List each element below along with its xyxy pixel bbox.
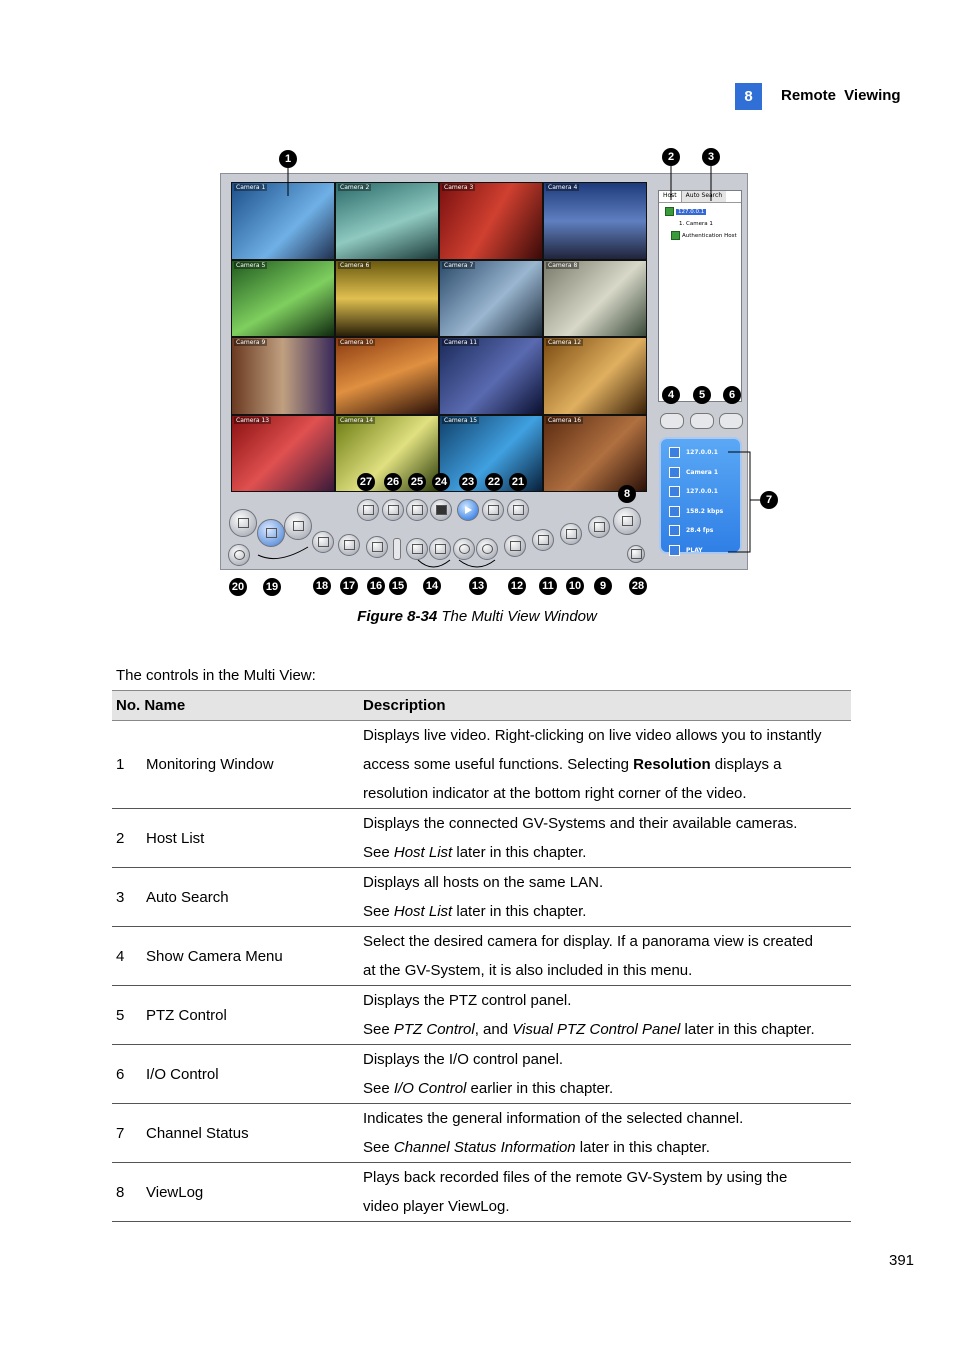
callout-4: 4: [662, 386, 680, 404]
table-row: [112, 1104, 851, 1163]
camera-node[interactable]: 1. Camera 1: [679, 221, 713, 227]
table-intro: The controls in the Multi View:: [116, 667, 316, 684]
callout-12: 12: [508, 577, 526, 595]
callout-20: 20: [229, 578, 247, 596]
row-description: Displays the connected GV-Systems and their available cameras. See Host List later in this chapter.: [359, 809, 851, 868]
figure-caption-label: Figure 8-34: [357, 608, 438, 625]
status-row: Camera 1: [661, 463, 740, 483]
callout-6: 6: [723, 386, 741, 404]
callout-17: 17: [340, 577, 358, 595]
row-description: Displays the PTZ control panel. See PTZ Control, and Visual PTZ Control Panel later in this chapter.: [359, 986, 851, 1045]
callout-7: 7: [760, 491, 778, 509]
callout-23: 23: [459, 473, 477, 491]
callout-14: 14: [423, 577, 441, 595]
table-row: [112, 986, 851, 1045]
camera-label: Camera 16: [548, 416, 582, 424]
callout-3: 3: [702, 148, 720, 166]
row-name: Auto Search: [146, 868, 359, 927]
chapter-number-badge: 8: [735, 83, 762, 110]
chapter-title: Remote Viewing: [781, 87, 901, 104]
callout-10: 10: [566, 577, 584, 595]
camera-label: Camera 11: [444, 339, 478, 346]
row-name: Channel Status: [146, 1104, 359, 1163]
callout-5: 5: [693, 386, 711, 404]
callout-22: 22: [485, 473, 503, 491]
callout-26: 26: [384, 473, 402, 491]
table-row: [112, 1163, 851, 1222]
row-name: I/O Control: [146, 1045, 359, 1104]
callout-8: 8: [618, 485, 636, 503]
camera-label: Camera 14: [340, 416, 374, 424]
callout-lines: [0, 0, 954, 620]
camera-label: Camera 2: [340, 184, 370, 191]
table-header-no-name: No. Name: [112, 691, 359, 721]
tab-auto-search[interactable]: Auto Search: [682, 191, 726, 202]
page-number: 391: [889, 1252, 915, 1269]
table-row: [112, 809, 851, 868]
status-row: PLAY: [661, 541, 740, 561]
row-number: 7: [112, 1104, 146, 1163]
row-number: 6: [112, 1045, 146, 1104]
row-number: 4: [112, 927, 146, 986]
camera-label: Camera 4: [548, 184, 578, 191]
host-ip[interactable]: 127.0.0.1: [678, 209, 705, 215]
row-number: 8: [112, 1163, 146, 1222]
status-row: 127.0.0.1: [661, 482, 740, 502]
callout-18: 18: [313, 577, 331, 595]
camera-label: Camera 5: [236, 261, 266, 269]
callout-16: 16: [367, 577, 385, 595]
controls-table: [112, 690, 851, 1222]
callout-11: 11: [539, 577, 557, 595]
row-description: Displays the I/O control panel. See I/O Control earlier in this chapter.: [359, 1045, 851, 1104]
table-header-description: Description: [359, 691, 851, 721]
row-description: Select the desired camera for display. If a panorama view is created at the GV-System, it is also included in this menu.: [359, 927, 851, 986]
callout-25: 25: [408, 473, 426, 491]
camera-label: Camera 9: [236, 339, 266, 346]
row-description: Indicates the general information of the selected channel. See Channel Status Information later in this chapter.: [359, 1104, 851, 1163]
row-name: ViewLog: [146, 1163, 359, 1222]
table-row: [112, 868, 851, 927]
status-row: 127.0.0.1: [661, 443, 740, 463]
camera-label: Camera 10: [340, 339, 374, 346]
row-description: Displays live video. Right-clicking on live video allows you to instantly access some useful functions. Selecting Resolution displays a resolution indicator at the bottom right corner of the video.: [359, 721, 851, 809]
camera-label: Camera 6: [340, 261, 370, 269]
table-row: [112, 1045, 851, 1104]
callout-15: 15: [389, 577, 407, 595]
row-name: Show Camera Menu: [146, 927, 359, 986]
callout-13: 13: [469, 577, 487, 595]
callout-2: 2: [662, 148, 680, 166]
table-row: [112, 721, 851, 809]
auth-host-node[interactable]: Authentication Host: [682, 233, 737, 239]
camera-label: Camera 8: [548, 261, 578, 269]
row-number: 1: [112, 721, 146, 809]
row-description: Plays back recorded files of the remote GV-System by using the video player ViewLog.: [359, 1163, 851, 1222]
row-name: Host List: [146, 809, 359, 868]
figure-caption: [0, 608, 954, 625]
callout-1: 1: [279, 150, 297, 168]
row-number: 5: [112, 986, 146, 1045]
figure-caption-text: The Multi View Window: [437, 608, 597, 625]
camera-label: Camera 1: [236, 184, 266, 191]
status-row: 28.4 fps: [661, 521, 740, 541]
status-row: 158.2 kbps: [661, 502, 740, 522]
callout-27: 27: [357, 473, 375, 491]
camera-label: Camera 3: [444, 184, 474, 191]
callout-24: 24: [432, 473, 450, 491]
callout-19: 19: [263, 578, 281, 596]
row-number: 3: [112, 868, 146, 927]
row-number: 2: [112, 809, 146, 868]
camera-label: Camera 15: [444, 416, 478, 424]
row-name: PTZ Control: [146, 986, 359, 1045]
row-name: Monitoring Window: [146, 721, 359, 809]
callout-21: 21: [509, 473, 527, 491]
camera-label: Camera 7: [444, 261, 474, 269]
callout-28: 28: [629, 577, 647, 595]
tab-host[interactable]: Host: [659, 191, 682, 202]
callout-9: 9: [594, 577, 612, 595]
table-row: [112, 927, 851, 986]
camera-label: Camera 13: [236, 416, 270, 424]
row-description: Displays all hosts on the same LAN. See Host List later in this chapter.: [359, 868, 851, 927]
camera-label: Camera 12: [548, 339, 582, 346]
